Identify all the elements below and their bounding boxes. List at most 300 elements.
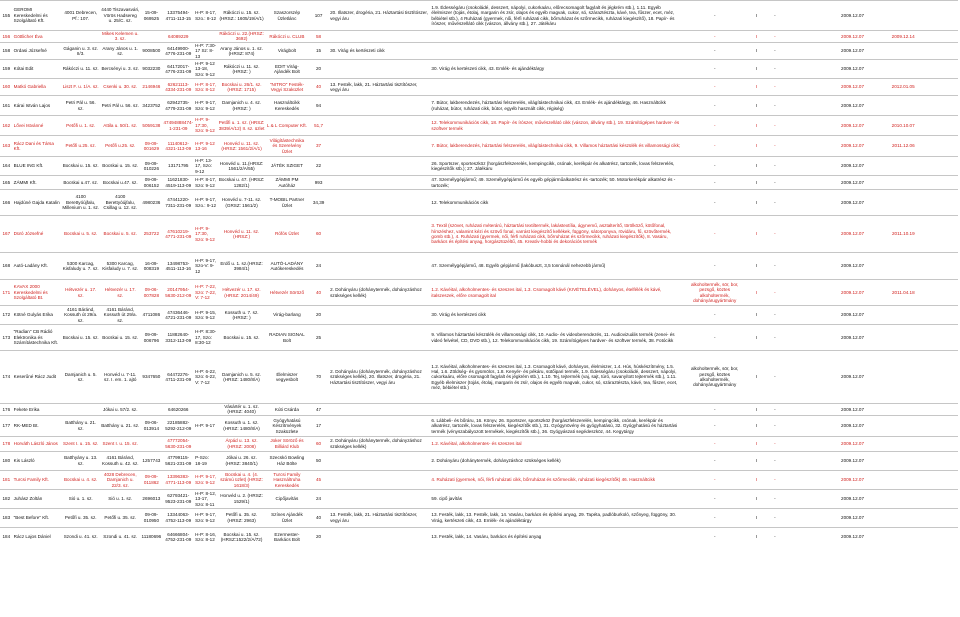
opening-hours: H-P: 9-15, Szo: 9-12 — [194, 306, 217, 325]
registration-number: 16-09-008319 — [140, 253, 162, 280]
flag-column: I — [746, 451, 767, 470]
entry-number: 182 — [0, 489, 13, 508]
dash-column: - — [767, 527, 783, 546]
shop-name: Szecskó Bowling Ház Bölte — [266, 451, 308, 470]
table-row — [0, 96, 958, 116]
excise-products: - — [684, 508, 746, 527]
dash-column: - — [767, 280, 783, 306]
dash-column: - — [767, 190, 783, 216]
registration-date: 2009.12.07 — [783, 1, 865, 31]
entry-number: 163 — [0, 136, 13, 157]
register-rows — [0, 1, 958, 547]
opening-hours: H-P: 8:30-17, Szo: 8:30-12 — [194, 325, 217, 351]
licensed-activity: 2. Dohányáru (dohánytermék, dohányzáshoz szükséges kellék) — [329, 280, 430, 306]
shop-address: Honvéd u. 11. sz. (HRSZ:) — [217, 216, 266, 253]
premises-address: Honvéd u. 7-11. sz. I. em. 1. ajtó — [100, 351, 140, 404]
trader-name: Rácz Lajos Dániel — [13, 527, 62, 546]
table-row — [0, 325, 958, 351]
entry-number: 156 — [0, 31, 13, 43]
excise-products: - — [684, 157, 746, 176]
excise-products: - — [684, 325, 746, 351]
table-row — [0, 306, 958, 325]
floor-area: 40 — [308, 79, 329, 96]
shop-address: Bocskai u. 26/1. sz. (HRSZ: 1715) — [217, 79, 266, 96]
spacer — [916, 42, 958, 59]
opening-hours: H-P: 6-22, Szo: 6-22, V: 7-12 — [194, 351, 217, 404]
change-date: 2010.10.07 — [865, 116, 916, 136]
floor-area: 60 — [308, 216, 329, 253]
table-row — [0, 415, 958, 436]
spacer — [916, 527, 958, 546]
licensed-activity: 2. Dohányáru (dohánytermék, dohányzáshoz szükséges kellék) — [329, 436, 430, 451]
shop-name: Rófós Üzlet — [266, 216, 308, 253]
spacer — [916, 306, 958, 325]
licensed-activity — [329, 527, 430, 546]
entry-number: 164 — [0, 157, 13, 176]
registration-number: 11180696 — [140, 527, 162, 546]
change-date — [865, 60, 916, 79]
spacer — [916, 96, 958, 116]
spacer — [916, 351, 958, 404]
excise-products: - — [684, 253, 746, 280]
registration-number — [140, 31, 162, 43]
registration-date: 2009.12.07 — [783, 404, 865, 416]
flag-column: I — [746, 280, 767, 306]
floor-area: 40 — [308, 280, 329, 306]
table-row — [0, 31, 958, 43]
excise-products: - — [684, 216, 746, 253]
dash-column: - — [767, 116, 783, 136]
product-categories: 1.2. Kávéital, alkoholmentes- és szeszes ital, 1.3. Csomagolt kávé, dohányos, élelmiszer, 1.4. Hús, húskészítmény, 1.5. Hal, 1.6. Zöldség- és gyümölcs, 1.8. Kenyér- és pékáru, sütőipari termék, 1.9. Édességáru (csokoládé, desszert, nápolyi, cukorkaáru, előre csomagolt fagylalt és jégkrém stb.), 1.10. Tej, tejtermék (vaj, sajt, túró, savanyított tejtermék stb.), 1.11. Egyéb élelmiszer (tojás, étolaj, margarin és zsír, olajos és egyéb magvak, cukor, só, száraztészta, kávé, tea, fűszer, ecet, méz, bébiétel stb.) — [430, 351, 683, 404]
shop-name: "NITRO" Festék-Vegyi Szaküzlet — [266, 79, 308, 96]
licensed-activity — [329, 31, 430, 43]
premises-address: 4161 Báránd, Kossuth út 29/a. sz. — [100, 306, 140, 325]
excise-products: - — [684, 404, 746, 416]
flag-column: I — [746, 351, 767, 404]
product-categories: 4. Ruházati (gyermek, női, férfi ruházati cikk, bőrruházat és szőrmecikk, ruházati kiegészítők) 46. Használtcikk — [430, 470, 683, 489]
registration-number: 4711086 — [140, 306, 162, 325]
excise-products: alkoholtermék, sör, bor, pezsgő, köztes alkoholtermék, dohányárugyártmány — [684, 280, 746, 306]
table-row — [0, 280, 958, 306]
product-categories: 9. Villamos háztartási készülék és villamossági cikk, 10. Audio- és videoberendezés, 11. Audiovizuális termék (zenei- és videó felvétel, CD, DVD stb.), 12. Telekommunikációs cikk, 19. Számítógépes hardver- és szoftver termék, 38. Fotócikk — [430, 325, 683, 351]
registration-date: 2009.12.07 — [783, 216, 865, 253]
registration-date: 2009.12.07 — [783, 42, 865, 59]
tax-number: 47494888474-1-231-09 — [162, 116, 194, 136]
tax-number: 47772054-5630-231-09 — [162, 436, 194, 451]
entry-number: 167 — [0, 216, 13, 253]
table-row — [0, 451, 958, 470]
spacer — [916, 508, 958, 527]
floor-area: 993 — [308, 176, 329, 190]
spacer — [916, 157, 958, 176]
registration-date: 2009.12.07 — [783, 96, 865, 116]
shop-name: Hétvezér Söröző — [266, 280, 308, 306]
opening-hours: H-P: 9-17, Szo: 9-12 — [194, 470, 217, 489]
table-row — [0, 157, 958, 176]
licensed-activity — [329, 136, 430, 157]
spacer — [916, 280, 958, 306]
registered-seat: Sió u. 1. sz. — [61, 489, 100, 508]
tax-number: 62793421-9523-231-09 — [162, 489, 194, 508]
registration-date: 2009.12.07 — [783, 190, 865, 216]
flag-column: I — [746, 1, 767, 31]
floor-area: 51,7 — [308, 116, 329, 136]
product-categories: 1.2. Kávéital, alkoholmentes- és szeszes ital — [430, 436, 683, 451]
tax-number: 62942735-4779-231-09 — [162, 96, 194, 116]
registered-seat: Petőfi u. 1. sz. — [61, 116, 100, 136]
dash-column: - — [767, 451, 783, 470]
trader-name: Matkó Gabriella — [13, 79, 62, 96]
premises-address: Bocskai u. 15. sz. — [100, 325, 140, 351]
dash-column: - — [767, 306, 783, 325]
shop-address: Erdő u. 1. sz.(HRSZ: 3984/1) — [217, 253, 266, 280]
shop-name: Gyógyhatású Készítmények Szaküzlete — [266, 415, 308, 436]
entry-number: 181 — [0, 470, 13, 489]
tax-number: 20147954-5630-212-09 — [162, 280, 194, 306]
registration-date: 2009.12.07 — [783, 508, 865, 527]
premises-address: Jókai u. 57/2. sz. — [100, 404, 140, 416]
registered-seat — [61, 31, 100, 43]
registration-number: 3423752 — [140, 96, 162, 116]
excise-products: - — [684, 527, 746, 546]
excise-products: - — [684, 436, 746, 451]
trader-name: Kis László — [13, 451, 62, 470]
excise-products: - — [684, 415, 746, 436]
shop-address: Rákóczi u. 15. sz.(HRSZ.: 1605/19/A/1) — [217, 1, 266, 31]
premises-address: Bocskai u.47. sz. — [100, 176, 140, 190]
floor-area: 34,39 — [308, 190, 329, 216]
shop-name: ZÁMMI PM Autóház — [266, 176, 308, 190]
shop-address: Rákóczi u. 22.(HRSZ: 3692) — [217, 31, 266, 43]
tax-number: 64172017-4776-231-09 — [162, 60, 194, 79]
entry-number: 160 — [0, 79, 13, 96]
registered-seat: Bocskai u. 15. sz. — [61, 157, 100, 176]
shop-address: Kossuth u. 1. sz. (HRSZ: 1480/8/A) — [217, 415, 266, 436]
shop-name: Világítástechnika és Szerelvény Üzlet — [266, 136, 308, 157]
shop-name: AUTÓ-LADÁNY Autókereskedés — [266, 253, 308, 280]
table-row — [0, 116, 958, 136]
product-categories: 30. Virág és kertészeti cikk — [430, 306, 683, 325]
flag-column: I — [746, 253, 767, 280]
dash-column: - — [767, 415, 783, 436]
registered-seat: Bocskai u. 4. sz. — [61, 470, 100, 489]
premises-address: Batthány u. 21. sz. — [100, 415, 140, 436]
spacer — [916, 79, 958, 96]
floor-area: 22 — [308, 157, 329, 176]
change-date — [865, 42, 916, 59]
registration-date: 2009.12.07 — [783, 79, 865, 96]
dash-column: - — [767, 253, 783, 280]
excise-products: - — [684, 136, 746, 157]
excise-products: - — [684, 176, 746, 190]
shop-address: Bocskai u. 47. (HRSZ: 1282/1) — [218, 177, 265, 188]
licensed-activity — [329, 216, 430, 253]
shop-address: Jókai u. 26. sz. (HRSZ: 3840/1) — [217, 451, 266, 470]
flag-column: I — [746, 216, 767, 253]
registered-seat: Petri Pál u. 56. sz. — [61, 96, 100, 116]
excise-products: - — [684, 79, 746, 96]
registration-number: 9347650 — [140, 351, 162, 404]
registered-seat: 4001 Debrecen, Pf.: 107. — [61, 1, 100, 31]
licensed-activity — [329, 470, 430, 489]
product-categories: 13. Festék, lakk, 14. Vasáru, barkács és építési anyag — [430, 527, 683, 546]
registration-date: 2009.12.07 — [783, 470, 865, 489]
trader-name: BLUE ING Kft. — [13, 157, 62, 176]
flag-column: I — [746, 415, 767, 436]
opening-hours: H-P: 8-16, Szo: 8-12 — [194, 527, 217, 546]
shop-address: Bocskai u. 15. sz. (HRSZ:1522/2/A/72) — [217, 527, 266, 546]
premises-address: Mikes Kelemen u. 3. sz. — [102, 31, 139, 42]
shop-name: Turcsi Family Használtruha Kereskedés — [266, 470, 308, 489]
table-row — [0, 42, 958, 59]
table-row — [0, 79, 958, 96]
shop-name: Virágbolt — [266, 42, 308, 59]
spacer — [916, 415, 958, 436]
dash-column: - — [767, 325, 783, 351]
opening-hours: H-P: 7:30-17 Sz: 8-13 — [195, 42, 217, 59]
floor-area: 24 — [308, 253, 329, 280]
floor-area: 94 — [308, 96, 329, 116]
product-categories: 47. Személygépjármű, 48. Egyéb gépjármű (lakóbuszt, 3,5 tonnánál nehezebb jármű) — [430, 253, 683, 280]
floor-area: 24 — [308, 489, 329, 508]
excise-products: - — [684, 190, 746, 216]
flag-column: I — [746, 79, 767, 96]
registration-number: 09-09-006796 — [140, 325, 162, 351]
dash-column: - — [767, 31, 783, 43]
spacer — [916, 116, 958, 136]
licensed-activity — [329, 116, 430, 136]
table-row — [0, 190, 958, 216]
trader-name: Kötné Gulyás Erika — [13, 306, 62, 325]
premises-address: Bocskai u. 15. sz. — [100, 157, 140, 176]
dash-column: - — [767, 351, 783, 404]
registration-date: 2009.12.07 — [783, 436, 865, 451]
spacer — [916, 253, 958, 280]
excise-products: - — [684, 451, 746, 470]
excise-products: - — [684, 116, 746, 136]
product-categories: 12. Telekommunikációs cikk — [430, 190, 683, 216]
table-row — [0, 136, 958, 157]
change-date: 2011.10.19 — [865, 216, 916, 253]
spacer — [916, 470, 958, 489]
premises-address: 5300 Karcag, Kisfaludy u. 7. sz. — [100, 253, 140, 280]
spacer — [916, 489, 958, 508]
product-categories: 47. Személygépjármű; 49. Személygépjármű és egyéb gépjárműalkatrész és -tartozék; 50. Motorkerékpár alkatrész és -tartozék; — [430, 176, 683, 190]
tax-number: 47799115-5621-231-09 — [162, 451, 194, 470]
shop-address: Arany János u. 1. sz. (HRSZ: 874) — [217, 42, 266, 59]
tax-number: 11140612-4321-113-09 — [162, 136, 194, 157]
registration-date: 2009.12.07 — [783, 176, 865, 190]
product-categories: 13. Festék, lakk, 13. Festék, lakk, 14. Vasáru, barkács és építési anyag, 29. Tapéta, padlóburkoló, szőnyeg, függöny, 30. Virág, kertészeti cikk, 43. Emlék- és ajándéktárgy — [430, 508, 683, 527]
shop-name: L & L Computer Kft. — [266, 116, 308, 136]
opening-hours: H-P: 8-17, Szo: 9-12 — [195, 177, 217, 188]
spacer — [916, 190, 958, 216]
shop-address: Honvéd u. 11. sz.(HRSZ: 1561/2/A/1) — [217, 136, 266, 157]
registration-number — [140, 404, 162, 416]
registration-number: 2146946 — [140, 79, 162, 96]
premises-address: 4100 Berettyóújfalu, Csillag u. 12. sz. — [100, 190, 140, 216]
shop-name: Használtcikk Kereskedés — [266, 96, 308, 116]
registered-seat: 4100 Berettyóújfalu, Millenium u. 1. sz. — [61, 190, 100, 216]
floor-area: 40 — [308, 508, 329, 527]
flag-column: I — [746, 508, 767, 527]
entry-number: 176 — [0, 404, 13, 416]
table-row — [0, 216, 958, 253]
change-date: 2012.01.05 — [865, 79, 916, 96]
premises-address: Bercsényi u. 3. sz. — [100, 60, 140, 79]
excise-products: - — [684, 42, 746, 59]
change-date — [865, 404, 916, 416]
dash-column: - — [767, 508, 783, 527]
table-row — [0, 253, 958, 280]
change-date — [865, 157, 916, 176]
entry-number: 174 — [0, 351, 13, 404]
entry-number: 184 — [0, 527, 13, 546]
dash-column: - — [767, 436, 783, 451]
product-categories: 1.2. Kávéital, alkoholmentes- és szeszes ital, 1.3. Csomagolt kávé (KIVÉTELÉVEL), dohányos, ételfélék és kávé, italszeszek, előre csomagolt ital — [430, 280, 683, 306]
registered-seat: Bocskai u. 15. sz. — [61, 325, 100, 351]
registration-date: 2009.12.07 — [783, 415, 865, 436]
shop-name: T-MOBIL Partner Üzlet — [266, 190, 308, 216]
entry-number: 165 — [0, 176, 13, 190]
registered-seat: Rákóczi u. 11. sz. — [61, 60, 100, 79]
trader-name: Kótai Edit — [13, 60, 62, 79]
table-row — [0, 60, 958, 79]
licensed-activity: 13. Festék, lakk, 21. Háztartási tisztítószer, vegyi áru — [329, 508, 430, 527]
floor-area: 37 — [308, 136, 329, 157]
opening-hours: H-P: 9-12 13-16 — [194, 136, 217, 157]
change-date — [865, 451, 916, 470]
opening-hours — [194, 436, 217, 451]
dash-column: - — [767, 96, 783, 116]
flag-column: I — [746, 136, 767, 157]
shop-address: Damjanich u. 5. sz. (HRSZ: 1480/8/A) — [217, 351, 266, 404]
licensed-activity — [329, 157, 430, 176]
entry-number: 183 — [0, 508, 13, 527]
licensed-activity — [329, 325, 430, 351]
registered-seat: Liszt F. u. 1/A. sz. — [61, 79, 100, 96]
entry-number: 166 — [0, 190, 13, 216]
licensed-activity — [329, 415, 430, 436]
registered-seat: Szent I. u. 15. sz. — [61, 436, 100, 451]
table-row — [0, 351, 958, 404]
flag-column: I — [746, 31, 767, 43]
change-date — [865, 1, 916, 31]
flag-column: I — [746, 116, 767, 136]
registration-date: 2009.12.07 — [783, 489, 865, 508]
registered-seat — [61, 404, 100, 416]
entry-number: 155 — [0, 1, 13, 31]
shop-address: Honvéd u. 7-11. sz. (GRSZ: 1561/2) — [217, 190, 266, 216]
registration-date: 2009.12.07 — [783, 280, 865, 306]
tax-number: 22185882-5292-212-09 — [162, 415, 194, 436]
entry-number: 172 — [0, 306, 13, 325]
shop-address: Bocskai u. 4. (4. számú üzlet) (HRSZ: 1618/3) — [217, 470, 266, 489]
trader-name: Ordasi Józsefné — [13, 42, 62, 59]
licensed-activity — [329, 253, 430, 280]
registration-number: 09-06-007828 — [140, 280, 162, 306]
trader-name: Fekete Erika — [13, 404, 62, 416]
tax-number: 13375494-4711-113-15 — [162, 1, 194, 31]
registration-date: 2009.12.07 — [783, 527, 865, 546]
premises-address: Petőfi u.25. sz. — [100, 136, 140, 157]
opening-hours: H-P: 13-17, Szo: 9-12 — [194, 157, 217, 176]
registration-number: 1257743 — [140, 451, 162, 470]
tax-number: 64149900-4776-231-09 — [162, 42, 194, 59]
entry-number: 180 — [0, 451, 13, 470]
trader-name: Keserűné Rácz Judit — [13, 351, 62, 404]
shop-name: JÁTÉK SZIGET — [266, 157, 308, 176]
registration-date: 2009.12.07 — [783, 60, 865, 79]
change-date — [865, 253, 916, 280]
excise-products: - — [684, 31, 746, 43]
spacer — [916, 136, 958, 157]
tax-number: 13498753-4511-113-16 — [162, 253, 194, 280]
registration-date: 2009.12.07 — [783, 325, 865, 351]
change-date — [865, 436, 916, 451]
change-date — [865, 527, 916, 546]
licensed-activity — [329, 489, 430, 508]
product-categories — [430, 79, 683, 96]
change-date: 2011.04.18 — [865, 280, 916, 306]
registration-date: 2009.12.07 — [783, 136, 865, 157]
licensed-activity: 30. Virág és kertészeti cikk — [329, 42, 430, 59]
excise-products: - — [684, 489, 746, 508]
entry-number: 171 — [0, 280, 13, 306]
product-categories — [430, 31, 683, 43]
shop-address: Petőfi u. 1. sz. (HRSZ: 3839/A/12) II. sz. üzlet — [217, 116, 266, 136]
opening-hours: H-P: 9-17 — [194, 415, 217, 436]
registration-number: 2696013 — [140, 489, 162, 508]
entry-number: 162 — [0, 116, 13, 136]
spacer — [916, 404, 958, 416]
table-row — [0, 470, 958, 489]
trader-name: Kárai István Lajos — [13, 96, 62, 116]
product-categories: 59. cipő javítás — [430, 489, 683, 508]
licensed-activity — [329, 60, 430, 79]
product-categories: 26. Sportszer, sporteszköz (horgászfelszerelés, kempingcikk, csónak, kerékpár és alkatrész, tartozék, lovas felszerelés, kiegészítők stb.); 27. Játékáru — [430, 157, 683, 176]
registered-seat: Batthány u. 21. sz. — [61, 415, 100, 436]
trader-name: Horváth László János — [13, 436, 62, 451]
shop-name: Joker Söröző és Billiárd Klub — [266, 436, 308, 451]
registration-number: 09-09-010950 — [140, 508, 162, 527]
dash-column: - — [767, 157, 783, 176]
table-row — [0, 489, 958, 508]
excise-products: alkoholtermék, sör, bor, pezsgő, köztes alkoholtermék, dohányárugyártmány — [684, 351, 746, 404]
floor-area: 70 — [308, 351, 329, 404]
tax-number: 47441220-7311-231-09 — [162, 190, 194, 216]
premises-address: 4440 Tiszavasvári, Vörös Hadsereg u. 25/C. sz. — [100, 1, 140, 31]
shop-address: Petőfi u. 35. sz. (HRSZ: 2963) — [217, 508, 266, 527]
floor-area: 107 — [308, 1, 329, 31]
excise-products: - — [684, 470, 746, 489]
product-categories: 3. Textil (szövet, ruházati méterárú, háztartási textiltermék, lakástextília, ágynemű, asztalterítő, törölköző, kötőfonal, hímzéshez, valamint kézi és szövő fonal, varrást kiegészítő kellékek, függöny, sátorponyva, rövidáru, fű, szövőtermék, gomb stb.), 4. Ruházati (gyermek, női, férfi ruházati cikk, bőrruházat és szőrmecikk, ruházati kiegészítők), 8. Vasáru, barkács és építési anyag, horgásztüzéltű, 45. Kreatív-hobbi és dekorációs termék — [430, 216, 683, 253]
opening-hours: H-P: 8-17, Szo: 8-12 — [194, 79, 217, 96]
flag-column: I — [746, 489, 767, 508]
entry-number: 159 — [0, 60, 13, 79]
dash-column: - — [767, 176, 783, 190]
entry-number: 168 — [0, 253, 13, 280]
change-date — [865, 508, 916, 527]
licensed-activity — [329, 306, 430, 325]
premises-address: Csenki u. 30. sz. — [100, 79, 140, 96]
table-row — [0, 508, 958, 527]
premises-address: 4028 Debrecen, Damjanich u. 22/3. sz. — [100, 470, 140, 489]
excise-products: - — [684, 96, 746, 116]
registration-date: 2009.12.07 — [783, 451, 865, 470]
table-row — [0, 436, 958, 451]
opening-hours: H-P: 9-12 13-18, Szo: 9-12 — [194, 60, 217, 79]
